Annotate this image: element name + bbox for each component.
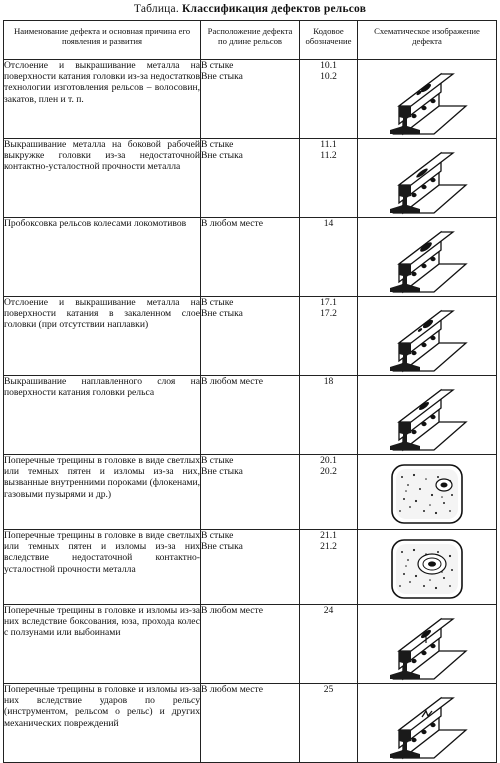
location-value: В любом месте <box>201 218 263 229</box>
rail-hardened-layer-spalling-icon <box>386 297 468 375</box>
code-value: 17.1 <box>320 297 337 308</box>
defect-location <box>201 60 300 139</box>
location-value: В любом месте <box>201 376 263 387</box>
table-row <box>4 376 497 455</box>
defect-image <box>358 455 497 530</box>
code-value: 25 <box>323 684 334 695</box>
defect-name: Поперечные трещины в головке и изломы из-за них вследствие ударов по рельсу (инструментом, рельсом о рельс) и других механических повреждений <box>4 684 201 763</box>
code-value: 18 <box>323 376 334 387</box>
table-row <box>4 139 497 218</box>
location-value: В стыке <box>201 455 234 466</box>
location-value: Вне стыка <box>201 71 243 82</box>
defect-code <box>300 684 358 763</box>
defect-image <box>358 530 497 605</box>
defect-image <box>358 376 497 455</box>
table-row <box>4 605 497 684</box>
defect-name: Поперечные трещины в головке в виде светлых или темных пятен и изломы из-за них, вызванные внутренними пороками (флокенами, газовыми пузырями и др.) <box>4 455 201 530</box>
defect-code <box>300 605 358 684</box>
location-value: В стыке <box>201 60 234 71</box>
defect-image <box>358 684 497 763</box>
defect-image <box>358 60 497 139</box>
code-value: 14 <box>323 218 334 229</box>
defect-name: Выкрашивание наплавленного слоя на поверхности катания головки рельса <box>4 376 201 455</box>
code-value: 21.2 <box>320 541 337 552</box>
rail-defects-table <box>3 20 497 763</box>
table-row <box>4 530 497 605</box>
defect-location <box>201 139 300 218</box>
defect-code <box>300 376 358 455</box>
defect-code <box>300 530 358 605</box>
table-title-main: Классификация дефектов рельсов <box>182 3 367 15</box>
location-value: В стыке <box>201 139 234 150</box>
location-value: В стыке <box>201 530 234 541</box>
defect-location <box>201 218 300 297</box>
rail-wheel-burn-icon <box>386 218 468 296</box>
header-image: Схематическое изображение дефекта <box>358 21 497 60</box>
rail-impact-damage-icon <box>386 684 468 762</box>
table-header-row <box>4 21 497 60</box>
defect-image <box>358 139 497 218</box>
rail-head-transverse-crack-section-icon <box>386 455 468 529</box>
defect-code <box>300 139 358 218</box>
table-row <box>4 60 497 139</box>
table-row <box>4 684 497 763</box>
code-value: 10.1 <box>320 60 337 71</box>
code-value: 10.2 <box>320 71 337 82</box>
defect-location <box>201 605 300 684</box>
table-title <box>0 3 500 15</box>
defect-name: Отслоение и выкрашивание металла на поверхности катания головки из-за недостатков технологии изготовления рельсов – волосовин, закатов, плен и т. п. <box>4 60 201 139</box>
defect-location <box>201 684 300 763</box>
location-value: Вне стыка <box>201 541 243 552</box>
defect-code <box>300 455 358 530</box>
defect-image <box>358 218 497 297</box>
table-row <box>4 297 497 376</box>
table-row <box>4 218 497 297</box>
location-value: Вне стыка <box>201 308 243 319</box>
code-value: 20.1 <box>320 455 337 466</box>
code-value: 21.1 <box>320 530 337 541</box>
defect-name: Поперечные трещины в головке в виде светлых или темных пятен и изломы из-за них вследствие недостаточной контактно-усталостной прочности металла <box>4 530 201 605</box>
defect-location <box>201 455 300 530</box>
header-code: Кодовое обозначение <box>300 21 358 60</box>
rail-head-fatigue-crack-section-icon <box>386 530 468 604</box>
defect-location <box>201 530 300 605</box>
header-name: Наименование дефекта и основная причина его появления и развития <box>4 21 201 60</box>
defect-name: Пробоксовка рельсов колесами локомотивов <box>4 218 201 297</box>
defect-location <box>201 297 300 376</box>
rail-weld-overlay-spalling-icon <box>386 376 468 454</box>
defect-location <box>201 376 300 455</box>
location-value: В любом месте <box>201 684 263 695</box>
location-value: В любом месте <box>201 605 263 616</box>
defect-code <box>300 60 358 139</box>
defect-image <box>358 605 497 684</box>
defect-code <box>300 297 358 376</box>
header-location: Расположение дефекта по длине рельсов <box>201 21 300 60</box>
location-value: В стыке <box>201 297 234 308</box>
code-value: 20.2 <box>320 466 337 477</box>
defect-name: Отслоение и выкрашивание металла на поверхности катания в закаленном слое головки (при отсутствии наплавки) <box>4 297 201 376</box>
defect-code <box>300 218 358 297</box>
defect-name: Поперечные трещины в головке и изломы из-за них вследствие боксования, юза, прохода колес с ползунами или выбоинами <box>4 605 201 684</box>
rail-head-slip-crack-icon <box>386 605 468 683</box>
defect-name: Выкрашивание металла на боковой рабочей выкружке головки из-за недостаточной контактно-усталостной прочности металла <box>4 139 201 218</box>
code-value: 11.2 <box>320 150 337 161</box>
table-row <box>4 455 497 530</box>
rail-gauge-corner-spalling-icon <box>386 139 468 217</box>
code-value: 11.1 <box>320 139 337 150</box>
table-title-lead: Таблица. <box>133 3 179 15</box>
code-value: 24 <box>323 605 334 616</box>
rail-surface-spalling-icon <box>386 60 468 138</box>
location-value: Вне стыка <box>201 150 243 161</box>
defect-image <box>358 297 497 376</box>
location-value: Вне стыка <box>201 466 243 477</box>
code-value: 17.2 <box>320 308 337 319</box>
